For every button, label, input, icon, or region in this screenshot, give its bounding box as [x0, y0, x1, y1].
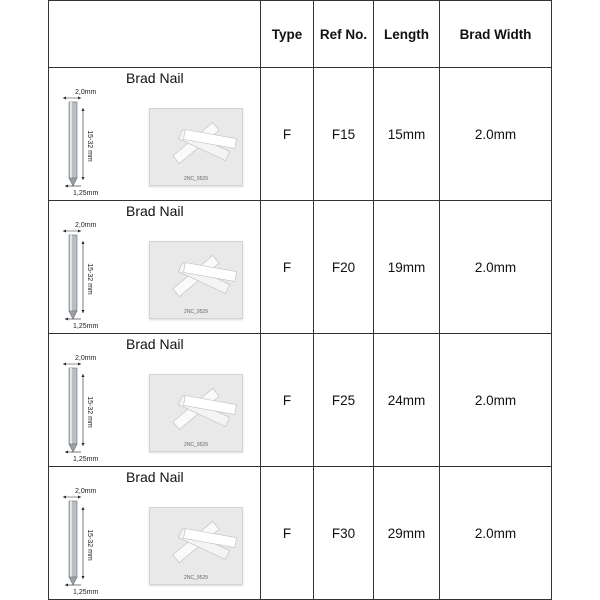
nail-dimension-diagram [55, 354, 117, 462]
nail-dimension-diagram [55, 88, 117, 196]
diagram-thickness-label: 1,25mm [73, 323, 99, 329]
product-image-cell [49, 334, 261, 467]
product-photo [149, 507, 243, 585]
brad-nail-spec-table [48, 0, 552, 600]
cell-type: F [261, 201, 314, 334]
cell-type: F [261, 68, 314, 201]
photo-caption: 2NC_9529 [184, 176, 208, 182]
header-length: Length [374, 1, 440, 68]
diagram-head-label: 2,0mm [75, 89, 97, 96]
header-image [49, 1, 261, 68]
cell-type: F [261, 334, 314, 467]
cell-ref-no: F30 [314, 467, 374, 600]
header-row [49, 1, 552, 68]
cell-type: F [261, 467, 314, 600]
table-row [49, 467, 552, 600]
diagram-thickness-label: 1,25mm [73, 589, 99, 595]
table-row [49, 68, 552, 201]
diagram-length-label: 15-32 mm [86, 529, 93, 561]
cell-ref-no: F15 [314, 68, 374, 201]
cell-length: 15mm [374, 68, 440, 201]
cell-length: 29mm [374, 467, 440, 600]
product-title: Brad Nail [126, 469, 184, 485]
product-image-cell [49, 201, 261, 334]
diagram-head-label: 2,0mm [75, 355, 97, 362]
product-title: Brad Nail [126, 203, 184, 219]
header-brad-width: Brad Width [440, 1, 552, 68]
diagram-head-label: 2,0mm [75, 488, 97, 495]
photo-caption: 2NC_9529 [184, 575, 208, 581]
photo-caption: 2NC_9529 [184, 442, 208, 448]
cell-brad-width: 2.0mm [440, 334, 552, 467]
cell-ref-no: F25 [314, 334, 374, 467]
product-title: Brad Nail [126, 70, 184, 86]
product-photo [149, 241, 243, 319]
diagram-length-label: 15-32 mm [86, 396, 93, 428]
diagram-length-label: 15-32 mm [86, 263, 93, 295]
product-photo [149, 108, 243, 186]
header-type: Type [261, 1, 314, 68]
diagram-length-label: 15-32 mm [86, 130, 93, 162]
cell-length: 19mm [374, 201, 440, 334]
nail-dimension-diagram [55, 221, 117, 329]
product-title: Brad Nail [126, 336, 184, 352]
table-row [49, 201, 552, 334]
table-row [49, 334, 552, 467]
diagram-thickness-label: 1,25mm [73, 456, 99, 462]
product-image-cell [49, 68, 261, 201]
diagram-thickness-label: 1,25mm [73, 190, 99, 196]
product-image-cell [49, 467, 261, 600]
header-ref-no: Ref No. [314, 1, 374, 68]
cell-ref-no: F20 [314, 201, 374, 334]
cell-brad-width: 2.0mm [440, 201, 552, 334]
product-photo [149, 374, 243, 452]
photo-caption: 2NC_9529 [184, 309, 208, 315]
diagram-head-label: 2,0mm [75, 222, 97, 229]
cell-brad-width: 2.0mm [440, 467, 552, 600]
cell-length: 24mm [374, 334, 440, 467]
nail-dimension-diagram [55, 487, 117, 595]
cell-brad-width: 2.0mm [440, 68, 552, 201]
